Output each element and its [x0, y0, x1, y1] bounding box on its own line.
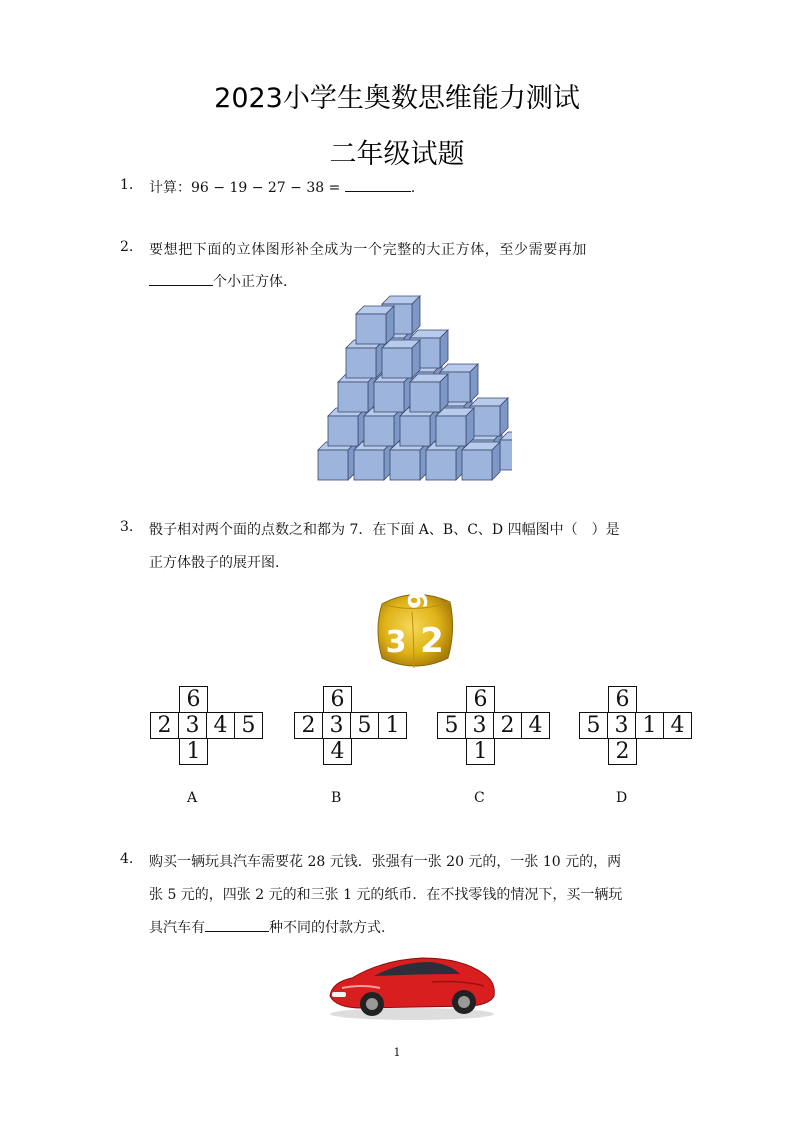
net-face-row: 1	[378, 712, 407, 739]
question-number: 2.	[120, 239, 134, 255]
net-label: A	[187, 790, 198, 806]
net-face-row: 3	[465, 712, 494, 739]
cube	[382, 340, 420, 378]
cube	[462, 442, 500, 480]
question-text-before: 具汽车有	[149, 920, 205, 936]
question-text: 要想把下面的立体图形补全成为一个完整的大正方体，至少需要再加	[149, 242, 587, 258]
cube	[346, 340, 384, 378]
net-face-row: 3	[607, 712, 636, 739]
net-face-row: 1	[635, 712, 664, 739]
net-face-bottom: 1	[179, 738, 208, 765]
dice-top-face: 6	[401, 590, 431, 610]
cube	[410, 374, 448, 412]
question-text-before: 计算：96 − 19 − 27 − 38 =	[149, 180, 341, 196]
dice-left-face: 3	[385, 625, 407, 660]
net-face-row: 5	[234, 712, 263, 739]
question-text-line2: 张 5 元的，四张 2 元的和三张 1 元的纸币．在不找零钱的情况下，买一辆玩	[149, 887, 623, 903]
question-text	[149, 177, 689, 197]
cube	[426, 442, 464, 480]
net-face-row: 5	[350, 712, 379, 739]
net-face-row: 2	[294, 712, 323, 739]
cube	[470, 398, 508, 436]
net-face-row: 4	[521, 712, 550, 739]
net-face-row: 5	[437, 712, 466, 739]
question-text-after: .	[410, 180, 416, 196]
net-face-row: 4	[206, 712, 235, 739]
cube	[374, 374, 412, 412]
net-face-bottom: 1	[466, 738, 495, 765]
net-face-bottom: 2	[608, 738, 637, 765]
net-face-row: 2	[150, 712, 179, 739]
question-text-line2	[149, 271, 287, 291]
net-face-top: 6	[179, 686, 208, 713]
question-number: 3.	[120, 519, 134, 535]
cube	[354, 442, 392, 480]
cube	[500, 432, 512, 470]
net-label: D	[616, 790, 628, 806]
toy-car-image	[322, 944, 502, 1024]
page-title: 2023小学生奥数思维能力测试	[214, 83, 580, 114]
question-text-after: 种不同的付款方式.	[269, 920, 386, 936]
cube	[338, 374, 376, 412]
cube-stack-figure	[312, 290, 512, 490]
cube	[436, 408, 474, 446]
dice-image	[370, 582, 460, 674]
answer-blank[interactable]	[205, 917, 269, 932]
question-number: 1.	[120, 177, 134, 193]
net-face-row: 2	[493, 712, 522, 739]
net-face-row: 5	[579, 712, 608, 739]
net-face-bottom: 4	[323, 738, 352, 765]
cube	[328, 408, 366, 446]
answer-blank[interactable]	[149, 271, 213, 286]
question-text-after: 个小正方体.	[213, 274, 288, 290]
cube	[364, 408, 402, 446]
question-text: 购买一辆玩具汽车需要花 28 元钱．张强有一张 20 元的，一张 10 元的，两	[149, 854, 622, 870]
net-face-row: 3	[322, 712, 351, 739]
net-face-top: 6	[608, 686, 637, 713]
question-text-line3	[149, 917, 385, 937]
page-subtitle: 二年级试题	[329, 139, 465, 170]
net-face-top: 6	[466, 686, 495, 713]
net-label: B	[331, 790, 342, 806]
cube	[318, 442, 356, 480]
page-number: 1	[393, 1046, 401, 1059]
net-label: C	[474, 790, 485, 806]
net-face-top: 6	[323, 686, 352, 713]
net-face-row: 4	[663, 712, 692, 739]
question-text-line2: 正方体骰子的展开图.	[149, 555, 280, 571]
net-face-row: 3	[178, 712, 207, 739]
answer-blank[interactable]	[345, 177, 411, 192]
question-number: 4.	[120, 851, 134, 867]
question-text: 骰子相对两个面的点数之和都为 7．在下面 A、B、C、D 四幅图中（ ）是	[149, 522, 620, 538]
cube	[356, 306, 394, 344]
dice-right-face: 2	[420, 621, 444, 661]
cube	[390, 442, 428, 480]
cube	[400, 408, 438, 446]
